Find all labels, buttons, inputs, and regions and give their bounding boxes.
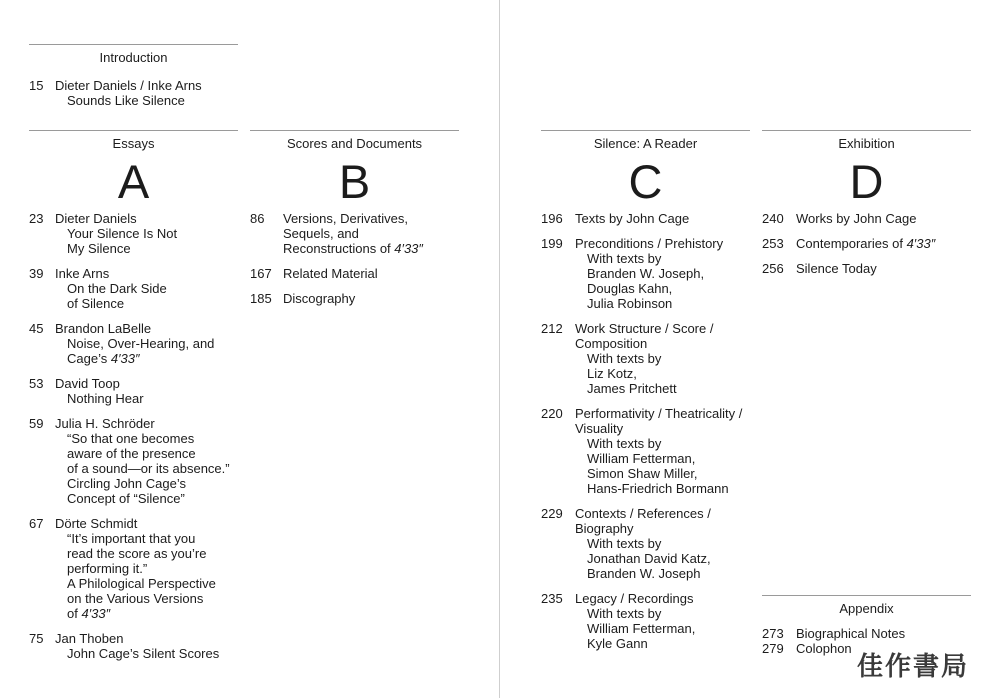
section-letter: D xyxy=(849,155,884,208)
entry-heading-line: Contexts / References / xyxy=(575,506,711,521)
page-number: 273 xyxy=(762,626,784,641)
entry-contributor-line: Branden W. Joseph xyxy=(587,566,701,581)
toc-entry xyxy=(29,78,238,108)
toc-entry xyxy=(29,516,238,621)
work-title: 4′33″ xyxy=(81,606,111,621)
entry-contributor-line: Julia Robinson xyxy=(587,296,673,311)
section-title: Exhibition xyxy=(838,136,895,151)
section-letter: A xyxy=(117,155,150,208)
toc-entry xyxy=(29,376,238,406)
entry-contributor-line: Liz Kotz, xyxy=(587,366,637,381)
entry-heading-line: Performativity / Theatricality / xyxy=(575,406,743,421)
page-number: 15 xyxy=(29,78,44,93)
toc-entry xyxy=(250,291,459,306)
entry-title-line: Circling John Cage’s xyxy=(67,476,186,491)
toc-entry xyxy=(250,266,459,281)
page-gutter xyxy=(499,0,500,698)
toc-entry xyxy=(541,406,750,496)
entry-contributor-line: Kyle Gann xyxy=(587,636,648,651)
page-number: 75 xyxy=(29,631,44,646)
section-silence-reader xyxy=(541,130,750,661)
section-exhibition xyxy=(762,130,971,286)
toc-entry xyxy=(541,321,750,396)
page-number: 23 xyxy=(29,211,44,226)
entry-heading-line: Composition xyxy=(575,336,648,351)
toc-entry xyxy=(541,506,750,581)
section-scores-and-documents xyxy=(250,130,459,316)
entry-heading-line: Preconditions / Prehistory xyxy=(575,236,724,251)
entry-title-line: My Silence xyxy=(67,241,131,256)
entry-author: Dieter Daniels / Inke Arns xyxy=(55,78,202,93)
entry-title-line: Contemporaries of 4′33″ xyxy=(796,236,936,251)
section-title: Scores and Documents xyxy=(286,136,423,151)
page-number: 196 xyxy=(541,211,563,226)
entry-contributor-line: Simon Shaw Miller, xyxy=(587,466,698,481)
entry-contributor-line: William Fetterman, xyxy=(587,621,696,636)
entry-title-line: Sounds Like Silence xyxy=(67,93,185,108)
entry-title-line: “So that one becomes xyxy=(67,431,195,446)
entry-contributor-line: William Fetterman, xyxy=(587,451,696,466)
page-number: 199 xyxy=(541,236,563,251)
entry-contributor-line: With texts by xyxy=(587,351,662,366)
entry-list xyxy=(29,211,238,661)
work-title: 4′33″ xyxy=(394,241,424,256)
entry-title-line: Biographical Notes xyxy=(796,626,906,641)
entry-title-line: John Cage’s Silent Scores xyxy=(67,646,220,661)
page-number: 229 xyxy=(541,506,563,521)
entry-title-line: Colophon xyxy=(796,641,852,656)
page-number: 256 xyxy=(762,261,784,276)
section-essays xyxy=(29,130,238,671)
entry-contributor-line: With texts by xyxy=(587,536,662,551)
entry-title-line: Noise, Over-Hearing, and xyxy=(67,336,215,351)
entry-heading-line: Visuality xyxy=(575,421,624,436)
section-title: Silence: A Reader xyxy=(593,136,698,151)
page-number: 67 xyxy=(29,516,44,531)
entry-heading-line: Legacy / Recordings xyxy=(575,591,694,606)
toc-entry xyxy=(762,626,971,641)
entry-title-line: aware of the presence xyxy=(67,446,196,461)
entry-title-line: Discography xyxy=(283,291,356,306)
entry-author: Brandon LaBelle xyxy=(55,321,152,336)
toc-entry xyxy=(29,631,238,661)
entry-title-line: on the Various Versions xyxy=(67,591,204,606)
page-number: 39 xyxy=(29,266,44,281)
entry-title-line: Works by John Cage xyxy=(796,211,917,226)
entry-title-line: read the score as you’re xyxy=(67,546,207,561)
section-title: Introduction xyxy=(99,50,168,65)
toc-entry xyxy=(541,591,750,651)
section-title: Essays xyxy=(112,136,155,151)
entry-contributor-line: Hans-Friedrich Bormann xyxy=(587,481,729,496)
toc-entry xyxy=(29,416,238,506)
work-title: 4′33″ xyxy=(906,236,936,251)
entry-list xyxy=(29,78,238,108)
entry-contributor-line: With texts by xyxy=(587,606,662,621)
work-title: 4′33″ xyxy=(110,351,140,366)
entry-title-line: On the Dark Side xyxy=(67,281,167,296)
section-title: Appendix xyxy=(839,601,894,616)
entry-heading-line: Work Structure / Score / xyxy=(575,321,714,336)
entry-author: Dörte Schmidt xyxy=(55,516,138,531)
entry-title-line: Versions, Derivatives, xyxy=(283,211,408,226)
section-introduction xyxy=(29,44,238,118)
entry-author: Dieter Daniels xyxy=(55,211,137,226)
entry-title-line: performing it.” xyxy=(67,561,148,576)
toc-entry xyxy=(762,236,971,251)
entry-heading-line: Biography xyxy=(575,521,634,536)
page-number: 167 xyxy=(250,266,272,281)
entry-title-line: Concept of “Silence” xyxy=(67,491,185,506)
entry-title-line: “It’s important that you xyxy=(67,531,196,546)
entry-contributor-line: Douglas Kahn, xyxy=(587,281,673,296)
page-number: 235 xyxy=(541,591,563,606)
entry-author: Julia H. Schröder xyxy=(55,416,155,431)
entry-title-line: Sequels, and xyxy=(283,226,359,241)
toc-entry xyxy=(250,211,459,256)
entry-contributor-line: Branden W. Joseph, xyxy=(587,266,705,281)
toc-entry xyxy=(29,321,238,366)
entry-author: Inke Arns xyxy=(55,266,110,281)
page-number: 86 xyxy=(250,211,265,226)
toc-entry xyxy=(541,211,750,226)
entry-title-line: Reconstructions of 4′33″ xyxy=(283,241,424,256)
toc-entry xyxy=(29,211,238,256)
page-number: 185 xyxy=(250,291,272,306)
entry-author: David Toop xyxy=(55,376,120,391)
entry-contributor-line: James Pritchett xyxy=(587,381,677,396)
entry-contributor-line: Jonathan David Katz, xyxy=(587,551,711,566)
page-number: 59 xyxy=(29,416,44,431)
section-letter: B xyxy=(338,155,371,208)
page-number: 279 xyxy=(762,641,784,656)
page-number: 53 xyxy=(29,376,44,391)
entry-list xyxy=(250,211,459,306)
entry-heading-line: Texts by John Cage xyxy=(575,211,690,226)
entry-title-line: Cage’s 4′33″ xyxy=(67,351,140,366)
page-number: 240 xyxy=(762,211,784,226)
entry-list xyxy=(541,211,750,651)
toc-entry xyxy=(29,266,238,311)
section-letter: C xyxy=(628,155,663,208)
page-number: 212 xyxy=(541,321,563,336)
entry-author: Jan Thoben xyxy=(55,631,124,646)
page-number: 253 xyxy=(762,236,784,251)
entry-title-line: A Philological Perspective xyxy=(67,576,216,591)
page-number: 220 xyxy=(541,406,563,421)
toc-entry xyxy=(541,236,750,311)
entry-title-line: of Silence xyxy=(67,296,125,311)
publisher-watermark: 佳作書局 xyxy=(857,652,970,682)
entry-title-line: Related Material xyxy=(283,266,378,281)
entry-title-line: of 4′33″ xyxy=(67,606,111,621)
toc-entry xyxy=(762,211,971,226)
entry-contributor-line: With texts by xyxy=(587,251,662,266)
entry-title-line: Nothing Hear xyxy=(67,391,144,406)
entry-list xyxy=(762,211,971,276)
entry-contributor-line: With texts by xyxy=(587,436,662,451)
entry-title-line: Silence Today xyxy=(796,261,877,276)
page-number: 45 xyxy=(29,321,44,336)
section-appendix xyxy=(762,595,971,656)
entry-title-line: of a sound—or its absence.” xyxy=(67,461,230,476)
entry-title-line: Your Silence Is Not xyxy=(67,226,178,241)
toc-entry xyxy=(762,261,971,276)
